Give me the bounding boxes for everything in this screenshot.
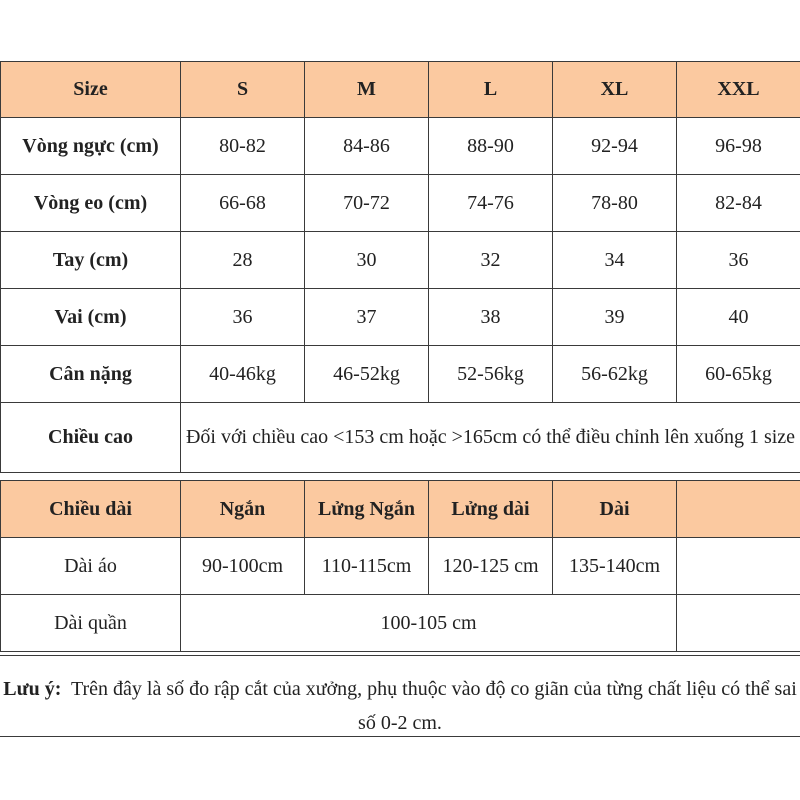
table-cell: 34 — [553, 232, 677, 289]
table-cell: 40-46kg — [181, 346, 305, 403]
header-cell-short: Ngắn — [181, 481, 305, 538]
header-cell-xxl: XXL — [677, 62, 800, 118]
table-cell: 80-82 — [181, 118, 305, 175]
header-cell-l: L — [429, 62, 553, 118]
table-cell: 52-56kg — [429, 346, 553, 403]
note-box — [0, 655, 800, 737]
table-cell: 88-90 — [429, 118, 553, 175]
table-cell: 56-62kg — [553, 346, 677, 403]
table-cell: 39 — [553, 289, 677, 346]
row-label: Chiều cao — [1, 403, 181, 473]
table-row-shoulder — [1, 289, 800, 346]
table-cell-empty — [677, 595, 800, 652]
table-cell: 66-68 — [181, 175, 305, 232]
table-row-waist — [1, 175, 800, 232]
size-header-row — [1, 62, 800, 118]
row-label: Tay (cm) — [1, 232, 181, 289]
table-cell: 37 — [305, 289, 429, 346]
size-table — [0, 61, 800, 473]
table-cell: 96-98 — [677, 118, 800, 175]
row-label: Cân nặng — [1, 346, 181, 403]
table-row-pants-length — [1, 595, 800, 652]
height-note-cell: Đối với chiều cao <153 cm hoặc >165cm có thể điều chỉnh lên xuống 1 size — [181, 403, 800, 473]
row-label: Vai (cm) — [1, 289, 181, 346]
header-cell-s: S — [181, 62, 305, 118]
table-cell: 110-115cm — [305, 538, 429, 595]
note-label: Lưu ý: — [3, 678, 62, 700]
table-row-weight — [1, 346, 800, 403]
header-cell-xl: XL — [553, 62, 677, 118]
table-cell: 38 — [429, 289, 553, 346]
table-row-shirt-length — [1, 538, 800, 595]
table-cell: 92-94 — [553, 118, 677, 175]
header-cell-mid-long: Lửng dài — [429, 481, 553, 538]
row-label: Vòng ngực (cm) — [1, 118, 181, 175]
table-row-sleeve — [1, 232, 800, 289]
table-row-chest — [1, 118, 800, 175]
table-cell: 28 — [181, 232, 305, 289]
table-cell: 32 — [429, 232, 553, 289]
table-cell: 135-140cm — [553, 538, 677, 595]
pants-length-cell: 100-105 cm — [181, 595, 677, 652]
header-cell-mid-short: Lửng Ngắn — [305, 481, 429, 538]
length-table — [0, 480, 800, 652]
table-cell: 30 — [305, 232, 429, 289]
table-cell: 40 — [677, 289, 800, 346]
table-cell: 90-100cm — [181, 538, 305, 595]
table-cell: 120-125 cm — [429, 538, 553, 595]
length-header-row — [1, 481, 800, 538]
table-cell: 74-76 — [429, 175, 553, 232]
table-cell — [677, 538, 800, 595]
row-label: Dài áo — [1, 538, 181, 595]
table-cell: 46-52kg — [305, 346, 429, 403]
header-cell-m: M — [305, 62, 429, 118]
row-label: Dài quần — [1, 595, 181, 652]
table-cell: 70-72 — [305, 175, 429, 232]
header-cell-empty — [677, 481, 800, 538]
table-cell: 84-86 — [305, 118, 429, 175]
table-cell: 82-84 — [677, 175, 800, 232]
row-label: Vòng eo (cm) — [1, 175, 181, 232]
header-cell-size: Size — [1, 62, 181, 118]
note-text: Trên đây là số đo rập cắt của xưởng, phụ thuộc vào độ co giãn của từng chất liệu có thể sai số 0-2 cm. — [71, 678, 797, 734]
header-cell-long: Dài — [553, 481, 677, 538]
table-cell: 60-65kg — [677, 346, 800, 403]
table-cell: 36 — [677, 232, 800, 289]
header-cell-length: Chiều dài — [1, 481, 181, 538]
table-cell: 78-80 — [553, 175, 677, 232]
table-cell: 36 — [181, 289, 305, 346]
table-row-height — [1, 403, 800, 473]
